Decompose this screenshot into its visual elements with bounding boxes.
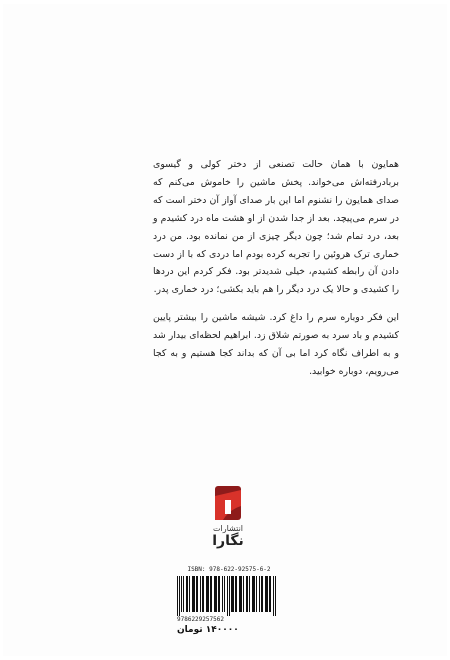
ean-number: 9786229257562: [177, 616, 224, 623]
price-label: ۱۴۰۰۰۰ تومان: [177, 625, 239, 635]
barcode-block: [163, 566, 295, 643]
publisher-label: انتشارات: [212, 524, 244, 533]
blurb-text: [153, 156, 399, 381]
blurb-paragraph-2: این فکر دوباره سرم را داغ کرد. شیشه ماشین را بیشتر پایین کشیدم و باد سرد به صورتم شلاق زد. ابراهیم لحظه‌ای بیدار شد و به اطراف نگاه کرد اما بی آن که بداند کجا هستیم و به کجا می‌رویم، دوباره خوابید.: [153, 312, 399, 377]
back-cover: [3, 4, 447, 656]
publisher-name: نگارا: [212, 533, 244, 549]
isbn-text: ISBN: 978-622-92575-6-2: [187, 566, 271, 573]
barcode-icon: [175, 576, 283, 616]
publisher-emblem-icon: [213, 486, 243, 522]
blurb-paragraph-1: همایون با همان حالت تصنعی از دختر کولی و گیسوی بربادرفته‌اش می‌خواند. پخش ماشین را خاموش می‌کنم که صدای همایون را نشنوم اما این بار صدای آواز آن دختر است که در سرم می‌پیچد. بعد از جدا شدن از او هشت ماه درد کشیدم و بعد، درد تمام شد؛ چون دیگر چیزی از من نمانده بود. من درد خماری ترک هروئین را تجربه کرده بودم اما دردی که با از دست دادن آن رابطه کشیدم، خیلی شدیدتر بود. فکر کردم این دردها را کشیدی و حالا یک درد دیگر را هم باید بکشی؛ درد خماری پدر.: [153, 159, 399, 296]
publisher-logo: [184, 486, 272, 549]
